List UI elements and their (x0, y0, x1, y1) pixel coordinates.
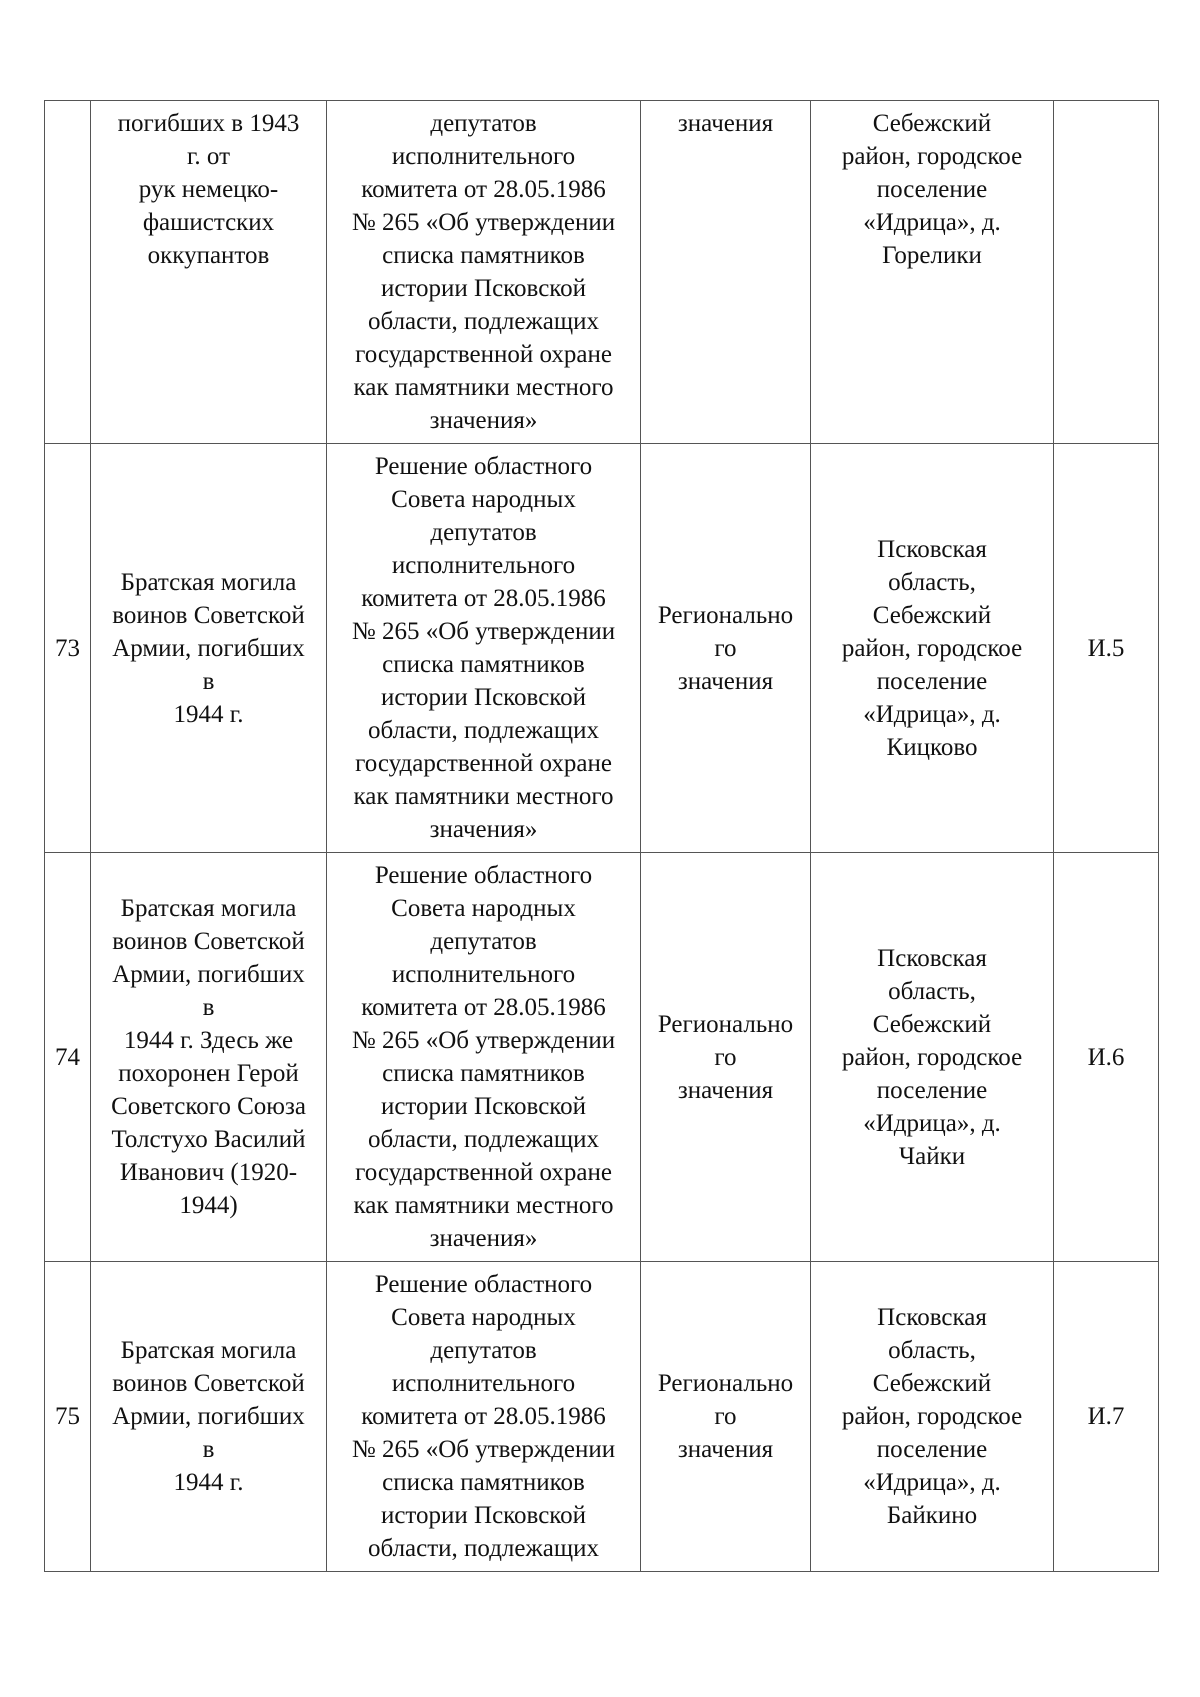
table-row (45, 1262, 1159, 1572)
row-number-cell: 73 (45, 444, 91, 853)
registry-code-cell: И.7 (1054, 1262, 1159, 1572)
significance-category-cell: значения (641, 101, 811, 444)
decision-document-cell: Решение областного Совета народных депутатов исполнительного комитета от 28.05.1986 № 265 «Об утверждении списка памятников истории Псковской области, подлежащих государственной охране как памятники местного значения» (327, 853, 641, 1262)
registry-code-cell (1054, 101, 1159, 444)
table-row (45, 444, 1159, 853)
location-cell: Себежский район, городское поселение «Идрица», д. Горелики (811, 101, 1054, 444)
monuments-registry-table (44, 100, 1159, 1572)
row-number-cell (45, 101, 91, 444)
row-number-cell: 74 (45, 853, 91, 1262)
row-number-cell: 75 (45, 1262, 91, 1572)
table-row (45, 101, 1159, 444)
table-row (45, 853, 1159, 1262)
decision-document-cell: Решение областного Совета народных депутатов исполнительного комитета от 28.05.1986 № 265 «Об утверждении списка памятников истории Псковской области, подлежащих (327, 1262, 641, 1572)
monument-name-cell: погибших в 1943 г. от рук немецко- фашистских оккупантов (91, 101, 327, 444)
significance-category-cell: Регионально го значения (641, 1262, 811, 1572)
monument-name-cell: Братская могила воинов Советской Армии, погибших в 1944 г. Здесь же похоронен Герой Советского Союза Толстухо Василий Иванович (1920- 1944) (91, 853, 327, 1262)
registry-code-cell: И.6 (1054, 853, 1159, 1262)
significance-category-cell: Регионально го значения (641, 853, 811, 1262)
significance-category-cell: Регионально го значения (641, 444, 811, 853)
location-cell: Псковская область, Себежский район, городское поселение «Идрица», д. Чайки (811, 853, 1054, 1262)
location-cell: Псковская область, Себежский район, городское поселение «Идрица», д. Байкино (811, 1262, 1054, 1572)
monument-name-cell: Братская могила воинов Советской Армии, погибших в 1944 г. (91, 444, 327, 853)
decision-document-cell: Решение областного Совета народных депутатов исполнительного комитета от 28.05.1986 № 265 «Об утверждении списка памятников истории Псковской области, подлежащих государственной охране как памятники местного значения» (327, 444, 641, 853)
decision-document-cell: депутатов исполнительного комитета от 28.05.1986 № 265 «Об утверждении списка памятников истории Псковской области, подлежащих государственной охране как памятники местного значения» (327, 101, 641, 444)
monument-name-cell: Братская могила воинов Советской Армии, погибших в 1944 г. (91, 1262, 327, 1572)
registry-code-cell: И.5 (1054, 444, 1159, 853)
location-cell: Псковская область, Себежский район, городское поселение «Идрица», д. Кицково (811, 444, 1054, 853)
